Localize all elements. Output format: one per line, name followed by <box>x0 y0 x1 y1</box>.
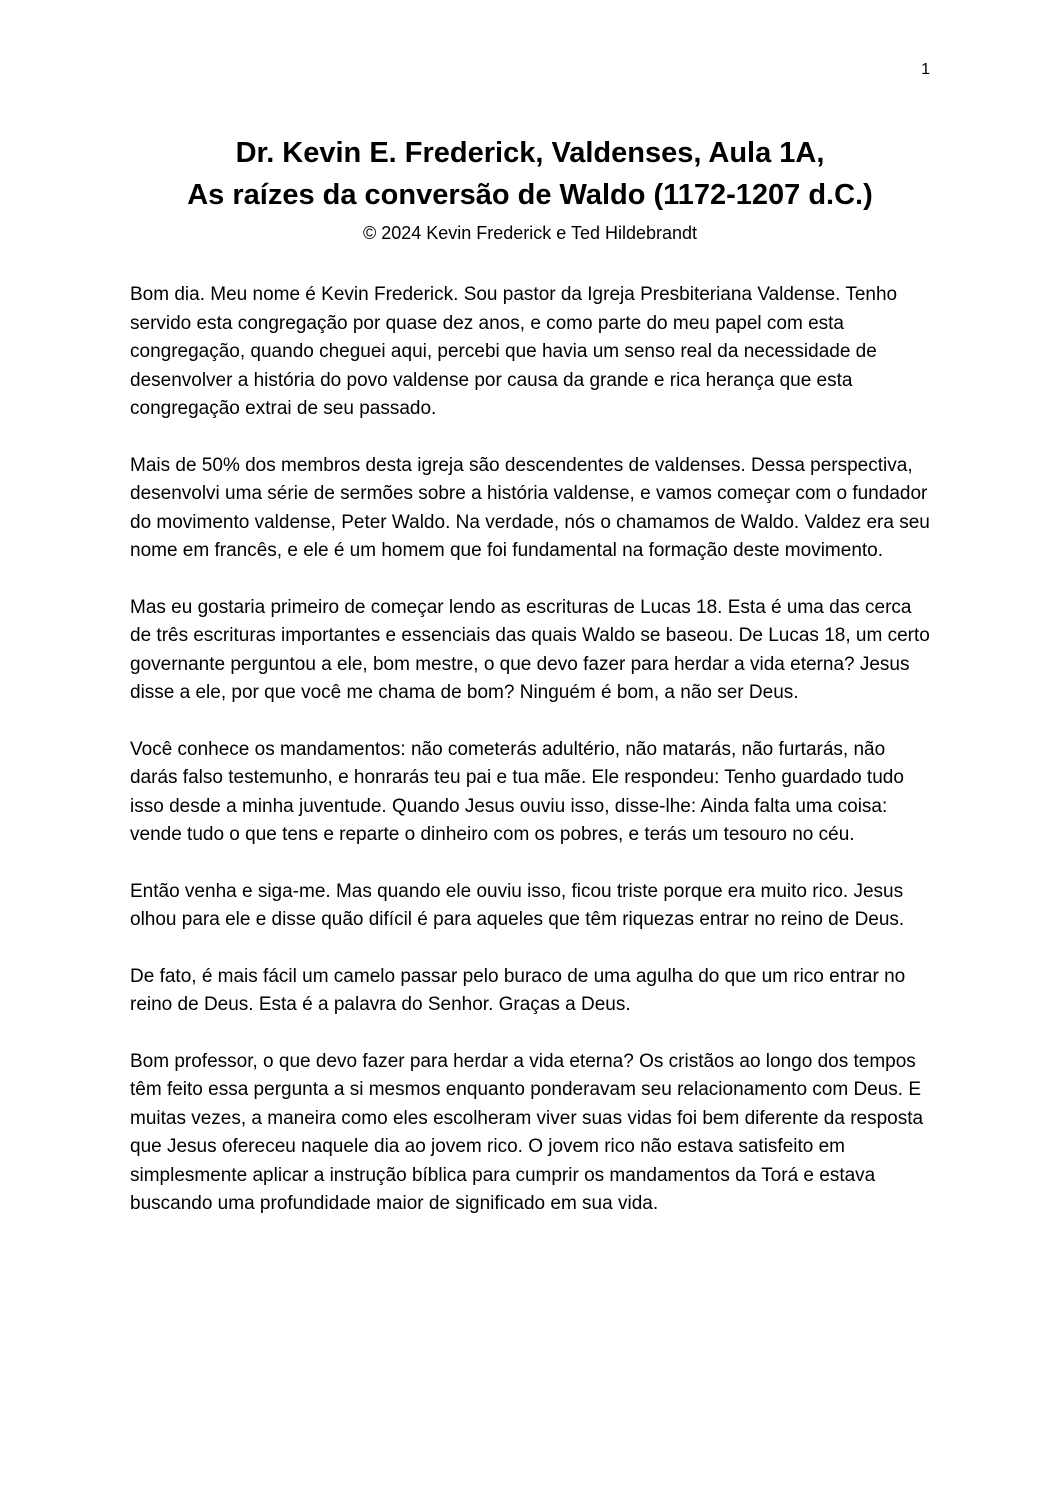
title-line-2: As raízes da conversão de Waldo (1172-1207 d.C.) <box>187 179 873 212</box>
paragraph-4: Você conhece os mandamentos: não cometerás adultério, não matarás, não furtarás, não darás falso testemunho, e honrarás teu pai e tua mãe. Ele respondeu: Tenho guardado tudo isso desde a minha juventude. Quando Jesus ouviu isso, disse-lhe: Ainda falta uma coisa: vende tudo o que tens e reparte o dinheiro com os pobres, e terás um tesouro no céu. <box>130 738 904 846</box>
page-number: 1 <box>921 61 930 78</box>
document-title <box>130 132 930 216</box>
copyright-line: © 2024 Kevin Frederick e Ted Hildebrandt <box>362 223 698 244</box>
paragraph-6: De fato, é mais fácil um camelo passar pelo buraco de uma agulha do que um rico entrar no reino de Deus. Esta é a palavra do Senhor. Graças a Deus. <box>130 965 906 1016</box>
paragraph-1: Bom dia. Meu nome é Kevin Frederick. Sou pastor da Igreja Presbiteriana Valdense. Tenho servido esta congregação por quase dez anos, e como parte do meu papel com esta congregação, quando cheguei aqui, percebi que havia um senso real da necessidade de desenvolver a história do povo valdense por causa da grande e rica herança que esta congregação extrai de seu passado. <box>130 284 898 420</box>
paragraph-3: Mas eu gostaria primeiro de começar lendo as escrituras de Lucas 18. Esta é uma das cerca de três escrituras importantes e essenciais das quais Waldo se baseou. De Lucas 18, um certo governante perguntou a ele, bom mestre, o que devo fazer para herdar a vida eterna? Jesus disse a ele, por que você me chama de bom? Ninguém é bom, a não ser Deus. <box>130 596 930 704</box>
document-body <box>130 281 930 1219</box>
title-line-1: Dr. Kevin E. Frederick, Valdenses, Aula 1A, <box>235 137 825 169</box>
paragraph-5: Então venha e siga-me. Mas quando ele ouviu isso, ficou triste porque era muito rico. Jesus olhou para ele e disse quão difícil é para aqueles que têm riquezas entrar no reino de Deus. <box>130 880 905 931</box>
paragraph-7: Bom professor, o que devo fazer para herdar a vida eterna? Os cristãos ao longo dos tempos têm feito essa pergunta a si mesmos enquanto ponderavam seu relacionamento com Deus. E muitas vezes, a maneira como eles escolheram viver suas vidas foi bem diferente da resposta que Jesus ofereceu naquele dia ao jovem rico. O jovem rico não estava satisfeito em simplesmente aplicar a instrução bíblica para cumprir os mandamentos da Torá e estava buscando uma profundidade maior de significado em sua vida. <box>130 1050 924 1215</box>
paragraph-2: Mais de 50% dos membros desta igreja são descendentes de valdenses. Dessa perspectiva, desenvolvi uma série de sermões sobre a história valdense, e vamos começar com o fundador do movimento valdense, Peter Waldo. Na verdade, nós o chamamos de Waldo. Valdez era seu nome em francês, e ele é um homem que foi fundamental na formação deste movimento. <box>130 454 930 562</box>
